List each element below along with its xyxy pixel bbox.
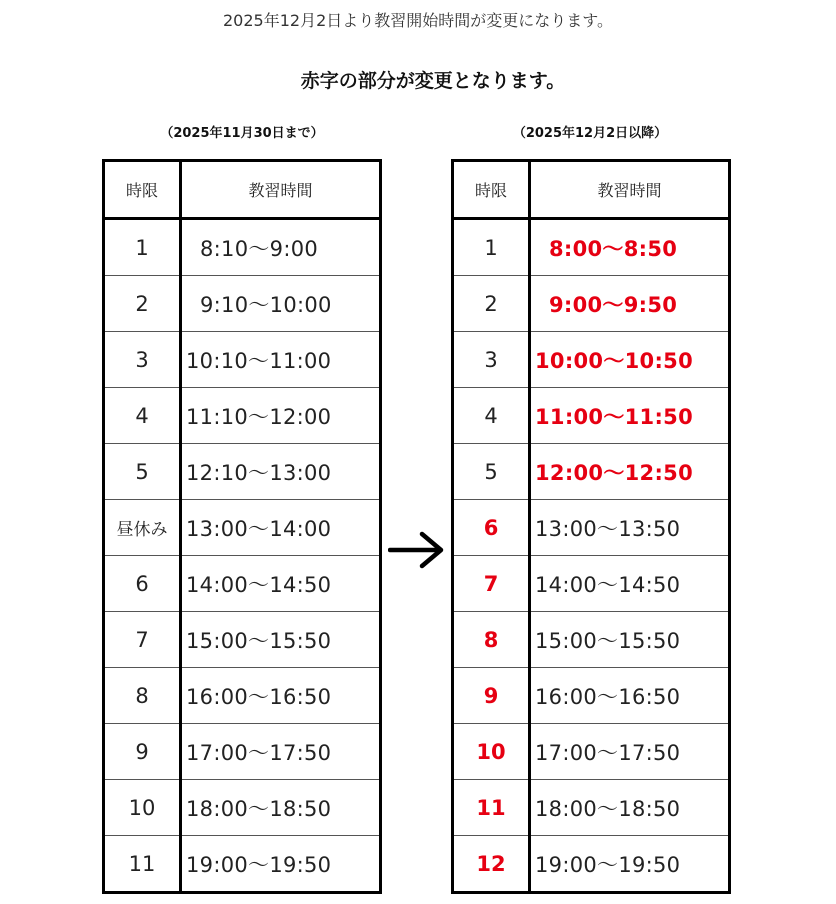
period-cell: 2 (453, 276, 530, 332)
table-row (453, 276, 730, 332)
changed-period-cell: 6 (453, 500, 530, 556)
table-header-row (104, 161, 381, 219)
table-row (104, 668, 381, 724)
changed-time-cell: 8:00～8:50 (530, 219, 730, 276)
time-cell: 10:10～11:00 (181, 332, 381, 388)
time-cell: 14:00～14:50 (181, 556, 381, 612)
lunch-break-cell: 昼休み (104, 500, 181, 556)
period-cell: 9 (104, 724, 181, 780)
table-row (104, 219, 381, 276)
table-row (453, 836, 730, 893)
time-cell: 14:00～14:50 (530, 556, 730, 612)
period-column-header: 時限 (453, 161, 530, 219)
table-row (453, 219, 730, 276)
table-row (453, 724, 730, 780)
time-column-header: 教習時間 (530, 161, 730, 219)
changed-period-cell: 11 (453, 780, 530, 836)
time-cell: 18:00～18:50 (530, 780, 730, 836)
table-row (453, 556, 730, 612)
table-row (453, 500, 730, 556)
changed-period-cell: 12 (453, 836, 530, 893)
changed-period-cell: 8 (453, 612, 530, 668)
schedule-table-before (102, 159, 382, 894)
time-cell: 17:00～17:50 (530, 724, 730, 780)
period-cell: 7 (104, 612, 181, 668)
table-row (104, 500, 381, 556)
table-row (104, 556, 381, 612)
period-cell: 3 (104, 332, 181, 388)
time-cell: 19:00～19:50 (535, 852, 681, 877)
table-row (104, 836, 381, 893)
changed-time-cell: 11:00～11:50 (530, 388, 730, 444)
period-cell: 5 (104, 444, 181, 500)
right-arrow-icon (388, 528, 446, 572)
table-row (453, 332, 730, 388)
red-text-note: 赤字の部分が変更となります。 (300, 70, 566, 92)
period-cell: 10 (104, 780, 181, 836)
changed-period-cell: 10 (453, 724, 530, 780)
period-cell: 11 (104, 836, 181, 893)
time-cell: 15:00～15:50 (530, 612, 730, 668)
changed-period-cell: 7 (453, 556, 530, 612)
period-cell: 3 (453, 332, 530, 388)
time-cell: 15:00～15:50 (181, 612, 381, 668)
time-cell: 9:10～10:00 (181, 276, 381, 332)
time-cell: 12:10～13:00 (181, 444, 381, 500)
change-notice: 2025年12月2日より教習開始時間が変更になります。 (223, 11, 613, 30)
schedule-table-after (451, 159, 731, 894)
changed-time-cell: 12:00～12:50 (530, 444, 730, 500)
changed-time-cell: 10:00～10:50 (530, 332, 730, 388)
period-column-header: 時限 (104, 161, 181, 219)
period-cell: 4 (453, 388, 530, 444)
table-row (104, 780, 381, 836)
time-cell: 16:00～16:50 (181, 668, 381, 724)
table-row (104, 276, 381, 332)
table-row (453, 612, 730, 668)
period-cell: 6 (104, 556, 181, 612)
table-row (104, 388, 381, 444)
time-cell: 13:00～13:50 (530, 500, 730, 556)
period-cell: 1 (453, 219, 530, 276)
period-cell: 5 (453, 444, 530, 500)
time-cell: 8:10～9:00 (181, 219, 381, 276)
time-cell: 13:00～14:00 (181, 500, 381, 556)
period-cell: 2 (104, 276, 181, 332)
table-row (453, 668, 730, 724)
period-cell: 1 (104, 219, 181, 276)
time-cell: 16:00～16:50 (530, 668, 730, 724)
table-row (104, 612, 381, 668)
time-column-header: 教習時間 (181, 161, 381, 219)
time-cell: 11:10～12:00 (181, 388, 381, 444)
table-row (453, 780, 730, 836)
table-row (453, 444, 730, 500)
time-cell: 18:00～18:50 (181, 780, 381, 836)
table-row (104, 444, 381, 500)
changed-time-cell: 9:00～9:50 (530, 276, 730, 332)
changed-period-cell: 9 (453, 668, 530, 724)
table-row (453, 388, 730, 444)
table-header-row (453, 161, 730, 219)
period-cell: 4 (104, 388, 181, 444)
time-cell: 19:00～19:50 (186, 852, 332, 877)
after-table-caption: （2025年12月2日以降） (512, 126, 668, 141)
table-row (104, 332, 381, 388)
before-table-caption: （2025年11月30日まで） (160, 126, 324, 141)
table-row (104, 724, 381, 780)
time-cell: 17:00～17:50 (181, 724, 381, 780)
period-cell: 8 (104, 668, 181, 724)
